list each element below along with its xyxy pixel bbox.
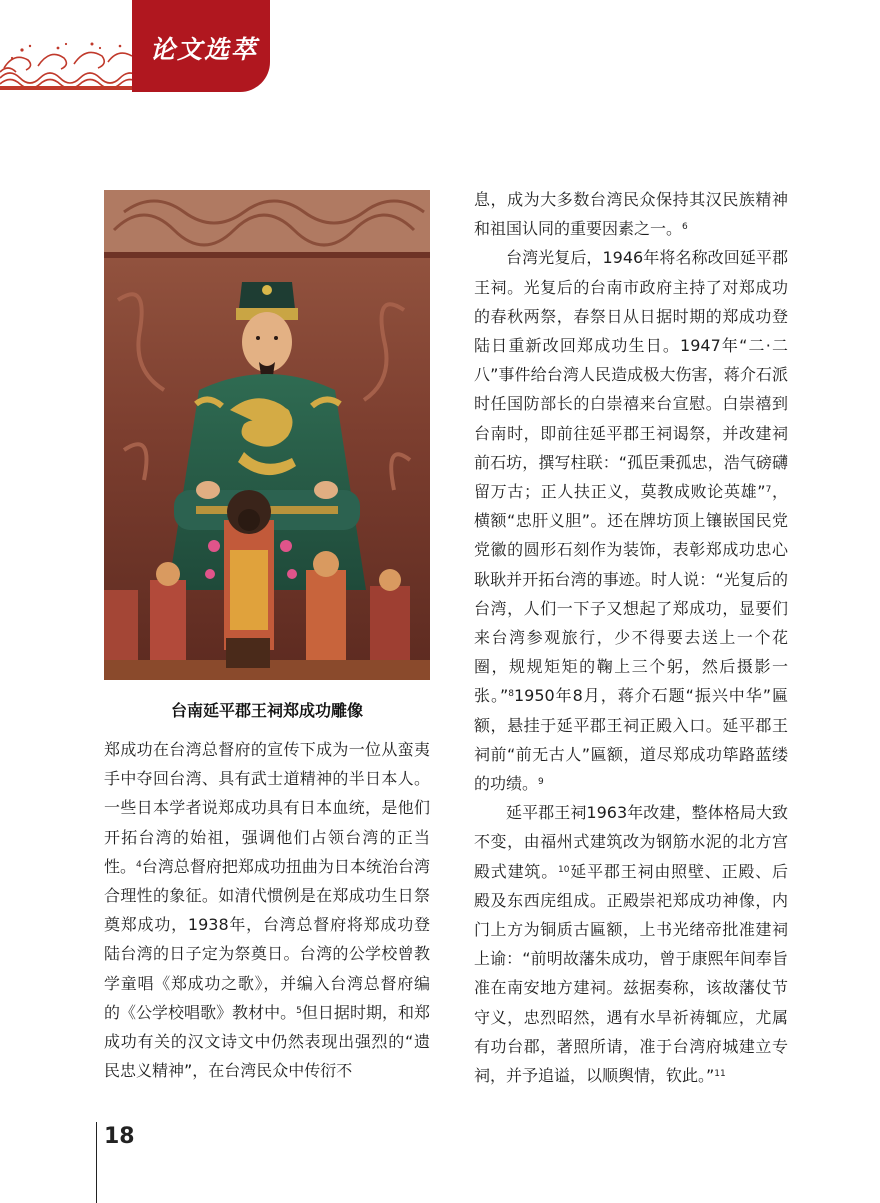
wave-pattern-decoration [0,38,132,90]
paragraph-text: 台湾光复后，1946年将名称改回延平郡王祠。光复后的台南市政府主持了对郑成功的春秋两祭，春祭日从日据时期的郑成功登陆日重新改回郑成功生日。1947年“二·二八”事件给台湾人民造成极大伤害，蒋介石派时任国防部长的白崇禧来台宣慰。白崇禧到台南时，即前往延平郡王祠谒祭，并改建祠前石坊，撰写柱联：“孤臣秉孤忠，浩气磅礴留万古；正人扶正义，莫教成败论英雄” [474,248,788,502]
footnote-ref: 5 [296,1005,302,1016]
paragraph-text: 息，成为大多数台湾民众保持其汉民族精神和祖国认同的重要因素之一。 [474,190,788,239]
footnote-ref: 11 [714,1069,726,1080]
section-title: 论文选萃 [150,35,259,64]
paragraph [474,185,788,243]
paragraph [104,735,430,1085]
text-column-right [474,185,788,1090]
footnote-ref: 7 [765,485,772,496]
paragraph [474,798,788,1090]
footnote-ref: 8 [508,689,514,700]
paragraph-text: 1950年8月，蒋介石题“振兴中华”匾额，悬挂于延平郡王祠正殿入口。延平郡王祠前“前无古人”匾额，道尽郑成功筚路蓝缕的功绩。 [474,686,788,794]
paragraph-text: 延平郡王祠由照壁、正殿、后殿及东西庑组成。正殿崇祀郑成功神像，内门上方为铜质古匾额，上书光绪帝批准建祠上谕：“前明故藩朱成功，曾于康熙年间奉旨准在南安地方建祠。兹据奏称，该故藩仗节守义，忠烈昭然，遇有水旱祈祷辄应，尤属有功台郡，著照所请，准于台湾府城建立专祠，并予追谥，以顺舆情，钦此。” [474,861,788,1086]
folio-rule [96,1122,97,1203]
paragraph-text: 郑成功在台湾总督府的宣传下成为一位从蛮夷手中夺回台湾、具有武士道精神的半日本人。一些日本学者说郑成功具有日本血统，是他们开拓台湾的始祖，强调他们占领台湾的正当性。 [104,740,430,876]
paragraph-text: ，横额“忠肝义胆”。还在牌坊顶上镶嵌国民党党徽的圆形石刻作为装饰，表彰郑成功忠心耿耿并开拓台湾的事迹。时人说：“光复后的台湾，人们一下子又想起了郑成功，显要们来台湾参观旅行，少不得要去送上一个花圈，规规矩矩的鞠上三个躬，然后摄影一张。” [474,482,788,706]
footnote-ref: 10 [558,864,570,875]
statue-photo [104,190,430,680]
statue-illustration [104,190,430,680]
text-column-left [104,735,430,1085]
figure-caption: 台南延平郡王祠郑成功雕像 [170,701,363,720]
paragraph-text: 但日据时期，和郑成功有关的汉文诗文中仍然表现出强烈的“遗民忠义精神”，在台湾民众中传衍不 [104,1002,430,1081]
page-number: 18 [104,1124,135,1149]
footnote-ref: 9 [538,777,544,788]
paragraph [474,243,788,798]
footnote-ref: 6 [682,222,688,233]
footnote-ref: 4 [136,859,142,870]
paragraph-text: 台湾总督府把郑成功扭曲为日本统治台湾合理性的象征。如清代惯例是在郑成功生日祭奠郑成功，1938年，台湾总督府将郑成功登陆台湾的日子定为祭奠日。台湾的公学校曾教学童唱《郑成功之歌》，并编入台湾总督府编的《公学校唱歌》教材中。 [104,856,430,1022]
paragraph-text: 延平郡王祠1963年改建，整体格局大致不变，由福州式建筑改为钢筋水泥的北方宫殿式建筑。 [474,803,788,881]
